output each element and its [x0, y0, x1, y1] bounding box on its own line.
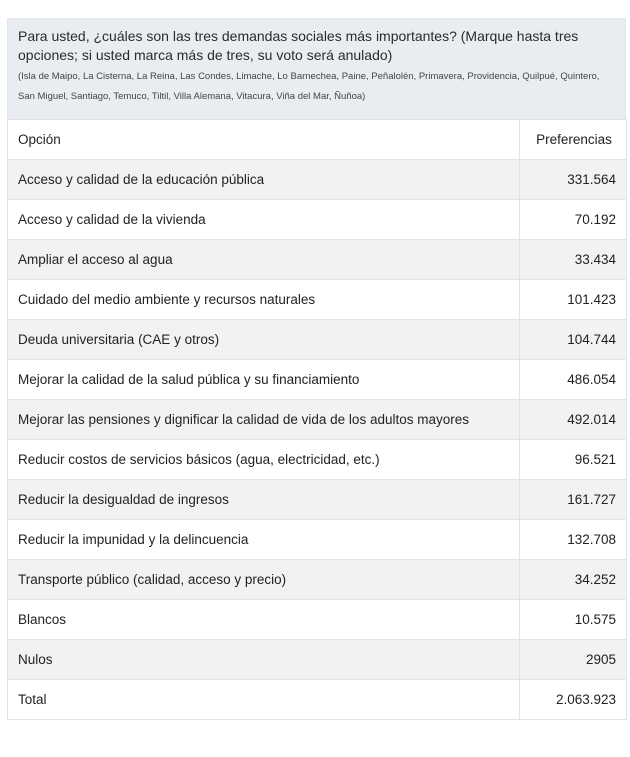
option-cell: Nulos	[8, 640, 520, 680]
table-row	[8, 600, 627, 640]
total-value: 2.063.923	[520, 680, 627, 720]
table-row	[8, 240, 627, 280]
value-cell: 492.014	[520, 400, 627, 440]
option-cell: Acceso y calidad de la vivienda	[8, 200, 520, 240]
value-cell: 486.054	[520, 360, 627, 400]
header-option: Opción	[8, 120, 520, 160]
option-cell: Cuidado del medio ambiente y recursos naturales	[8, 280, 520, 320]
table-caption	[7, 18, 626, 119]
value-cell: 161.727	[520, 480, 627, 520]
value-cell: 33.434	[520, 240, 627, 280]
value-cell: 2905	[520, 640, 627, 680]
results-table-container	[7, 18, 626, 720]
header-preferences: Preferencias	[520, 120, 627, 160]
value-cell: 34.252	[520, 560, 627, 600]
table-row	[8, 400, 627, 440]
table-row	[8, 320, 627, 360]
table-row	[8, 360, 627, 400]
value-cell: 70.192	[520, 200, 627, 240]
option-cell: Mejorar las pensiones y dignificar la calidad de vida de los adultos mayores	[8, 400, 520, 440]
table-row	[8, 640, 627, 680]
table-row	[8, 560, 627, 600]
table-body	[8, 160, 627, 720]
table-row	[8, 160, 627, 200]
option-cell: Deuda universitaria (CAE y otros)	[8, 320, 520, 360]
option-cell: Reducir la impunidad y la delincuencia	[8, 520, 520, 560]
value-cell: 132.708	[520, 520, 627, 560]
option-cell: Transporte público (calidad, acceso y precio)	[8, 560, 520, 600]
value-cell: 10.575	[520, 600, 627, 640]
value-cell: 104.744	[520, 320, 627, 360]
total-label: Total	[8, 680, 520, 720]
value-cell: 96.521	[520, 440, 627, 480]
value-cell: 101.423	[520, 280, 627, 320]
option-cell: Blancos	[8, 600, 520, 640]
option-cell: Ampliar el acceso al agua	[8, 240, 520, 280]
table-row	[8, 520, 627, 560]
communes-list: (Isla de Maipo, La Cisterna, La Reina, Las Condes, Limache, Lo Barnechea, Paine, Peñalolén, Primavera, Providencia, Quilpué, Quintero, San Miguel, Santiago, Temuco, Tiltil, Villa Alemana, Vitacura, Viña del Mar, Ñuñoa)	[18, 71, 600, 102]
option-cell: Reducir costos de servicios básicos (agua, electricidad, etc.)	[8, 440, 520, 480]
table-row	[8, 200, 627, 240]
question-text: Para usted, ¿cuáles son las tres demandas sociales más importantes? (Marque hasta tres opciones; si usted marca más de tres, su voto será anulado)	[18, 28, 579, 63]
total-row	[8, 680, 627, 720]
option-cell: Reducir la desigualdad de ingresos	[8, 480, 520, 520]
table-row	[8, 440, 627, 480]
table-row	[8, 480, 627, 520]
option-cell: Acceso y calidad de la educación pública	[8, 160, 520, 200]
value-cell: 331.564	[520, 160, 627, 200]
table-row	[8, 280, 627, 320]
option-cell: Mejorar la calidad de la salud pública y su financiamiento	[8, 360, 520, 400]
results-table	[7, 119, 627, 720]
table-header-row	[8, 120, 627, 160]
